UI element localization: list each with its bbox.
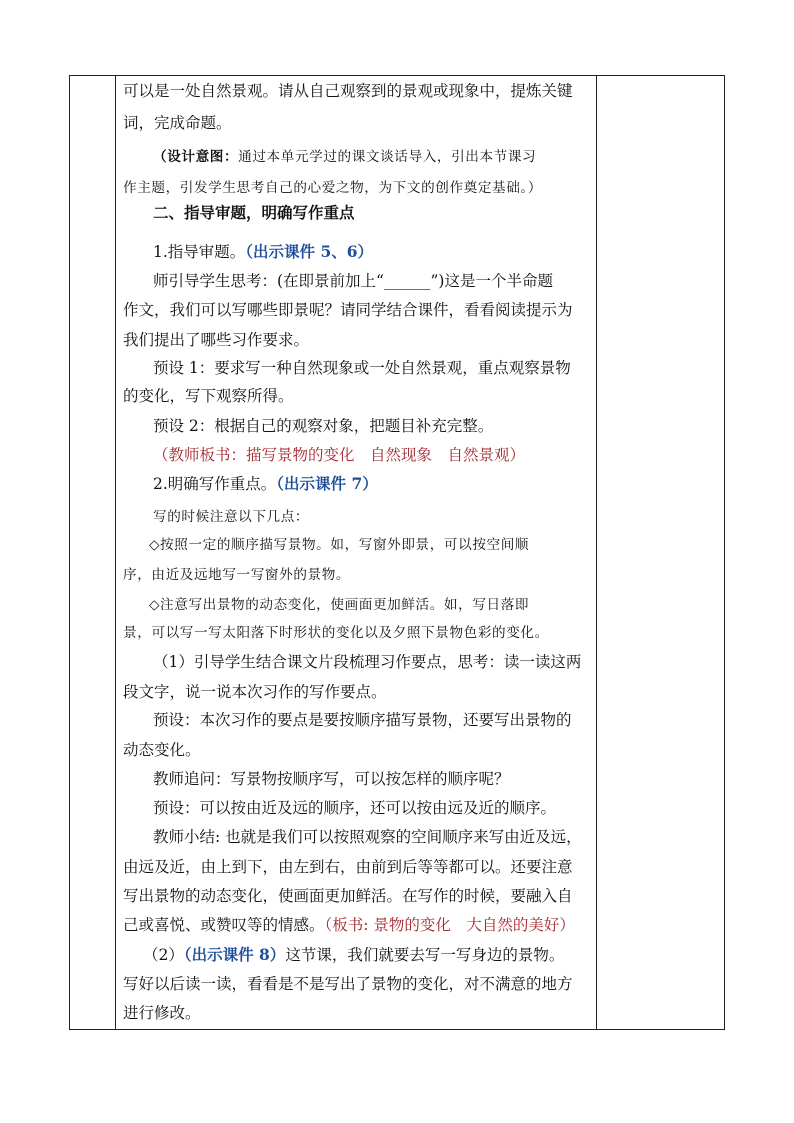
courseware-tag: （出示课件 5、6）	[245, 242, 374, 261]
summary-line: 己或喜悦、或赞叹等的情感。（板书: 景物的变化 大自然的美好）	[123, 916, 575, 934]
design-intent-line: （设计意图：通过本单元学过的课文谈话导入，引出本节课习	[153, 149, 537, 165]
section-heading: 二、指导审题，明确写作重点	[153, 203, 355, 222]
summary-line: 由远及近，由上到下，由左到右，由前到后等等都可以。还要注意	[123, 858, 573, 876]
board-writing: （教师板书：描写景物的变化 自然现象 自然景观）	[153, 446, 526, 464]
paragraph-line: 写好以后读一读，看看是不是写出了景物的变化，对不满意的地方	[123, 975, 573, 993]
paragraph-line: （1）引导学生结合课文片段梳理习作要点，思考：读一读这两	[153, 653, 582, 671]
table-column-divider-left	[115, 76, 116, 1029]
paragraph-line: 教师追问：写景物按顺序写，可以按怎样的顺序呢？	[153, 770, 510, 788]
table-column-divider-right	[596, 76, 597, 1029]
preset-line: 预设 1：要求写一种自然现象或一处自然景观，重点观察景物	[153, 359, 571, 377]
paragraph-line: 师引导学生思考：(在即景前加上“______”)这是一个半命题	[153, 272, 553, 290]
paragraph-line: 作文，我们可以写哪些即景呢？请同学结合课件，看看阅读提示为	[123, 301, 573, 319]
preset-line: 的变化，写下观察所得。	[123, 387, 294, 405]
preset-line: 预设：本次习作的要点是要按顺序描写景物，还要写出景物的	[153, 711, 572, 729]
paragraph-line: 段文字，说一说本次习作的写作要点。	[123, 683, 387, 701]
paragraph-line: 我们提出了哪些习作要求。	[123, 331, 310, 349]
paragraph-line: 词，完成命题。	[123, 114, 232, 132]
note-heading: 写的时候注意以下几点：	[153, 509, 310, 525]
courseware-tag: （出示课件 7）	[276, 474, 378, 493]
courseware-tag: （出示课件 8）	[183, 945, 286, 964]
note-line: ◇注意写出景物的动态变化，使画面更加鲜活。如，写日落即	[149, 597, 530, 613]
step-heading: 1.指导审题。（出示课件 5、6）	[153, 242, 374, 261]
design-intent-label: （设计意图：	[153, 149, 239, 165]
paragraph-line: 可以是一处自然景观。请从自己观察到的景观或现象中，提炼关键	[123, 82, 573, 100]
note-line: 景，可以写一写太阳落下时形状的变化以及夕照下景物色彩的变化。	[123, 625, 549, 641]
design-intent-line: 作主题，引发学生思考自己的心爱之物，为下文的创作奠定基础。）	[123, 180, 543, 196]
preset-line: 预设：可以按由近及远的顺序，还可以按由远及近的顺序。	[153, 799, 557, 817]
board-writing: （板书: 景物的变化 大自然的美好）	[324, 916, 575, 934]
summary-line: 教师小结: 也就是我们可以按照观察的空间顺序来写由近及远，	[153, 828, 582, 846]
paragraph-line: 进行修改。	[123, 1004, 201, 1022]
step-heading: 2.明确写作重点。（出示课件 7）	[153, 474, 378, 493]
summary-line: 写出景物的动态变化，使画面更加鲜活。在写作的时候，要融入自	[123, 887, 573, 905]
preset-line: 预设 2：根据自己的观察对象，把题目补充完整。	[153, 417, 494, 435]
note-line: ◇按照一定的顺序描写景物。如，写窗外即景，可以按空间顺	[149, 537, 530, 553]
lesson-table	[69, 75, 725, 1030]
paragraph-line: （2）（出示课件 8）这节课，我们就要去写一写身边的景物。	[143, 945, 565, 964]
preset-line: 动态变化。	[123, 741, 201, 759]
note-line: 序，由近及远地写一写窗外的景物。	[123, 567, 351, 583]
